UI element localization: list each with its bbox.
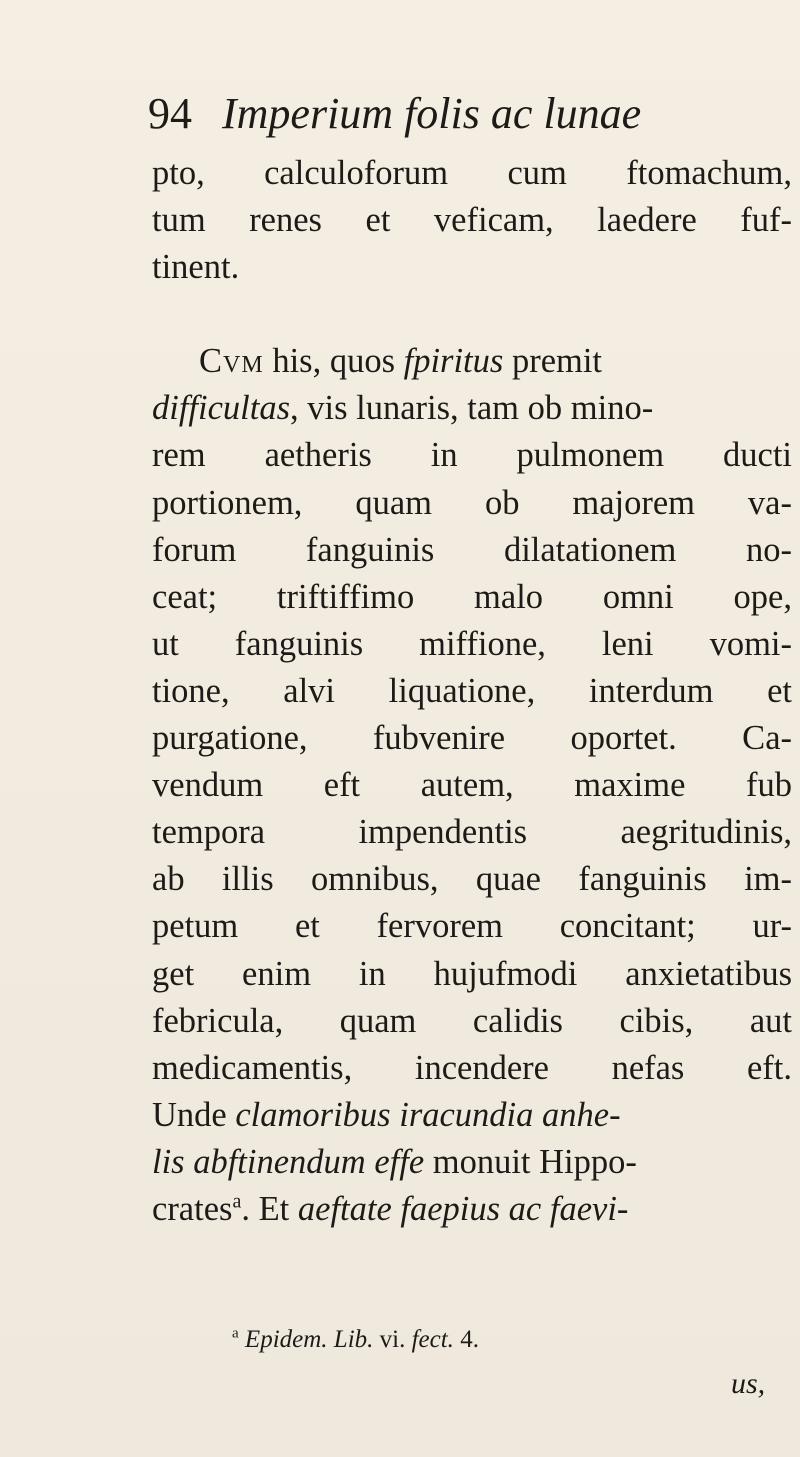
footnote-marker: a (232, 1190, 242, 1213)
text-run: tum renes et veficam, laedere fuf- (152, 201, 792, 240)
text-run: his, quos (263, 342, 404, 381)
text-line (152, 715, 792, 762)
text-run: ab illis omnibus, quae fanguinis im- (152, 860, 792, 899)
body-text (152, 150, 792, 1233)
text-run: tione, alvi liquatione, interdum et (152, 671, 792, 710)
text-line (152, 385, 792, 432)
text-line (152, 621, 792, 668)
text-run: crates (152, 1189, 233, 1228)
text-line (152, 338, 792, 385)
footnote (232, 1327, 479, 1352)
text-line (152, 998, 792, 1045)
text-line (152, 480, 792, 527)
text-line (152, 668, 792, 715)
footnote-book: vi. (373, 1326, 412, 1353)
text-run: ceat; triftiffimo malo omni ope, (152, 577, 792, 616)
italic-run: difficultas (152, 389, 290, 428)
text-line (152, 1186, 792, 1233)
text-run: monuit Hippo- (424, 1142, 637, 1181)
page-number: 94 (148, 89, 192, 138)
italic-run: aeftate faepius ac faevi- (297, 1189, 629, 1228)
text-run: , vis lunaris, tam ob mino- (290, 389, 654, 428)
footnote-section-number: 4. (453, 1326, 479, 1353)
text-line (152, 856, 792, 903)
running-title: Imperium folis ac lunae (222, 89, 642, 138)
small-caps-word: Cvm (199, 342, 264, 381)
text-line (152, 903, 792, 950)
text-line (152, 762, 792, 809)
text-line (152, 574, 792, 621)
text-line (152, 1045, 792, 1092)
text-run: tempora impendentis aegritudinis, (152, 813, 792, 852)
running-header (148, 89, 642, 138)
text-run: tinent. (152, 248, 240, 287)
italic-run: lis abftinendum effe (152, 1142, 425, 1181)
text-run: ut fanguinis miffione, leni vomi- (152, 624, 792, 663)
text-line (152, 951, 792, 998)
footnote-source: Epidem. Lib. (244, 1326, 374, 1353)
text-line (152, 1092, 792, 1139)
catchword: us, (731, 1367, 766, 1400)
italic-run: clamoribus iracundia anhe- (235, 1095, 621, 1134)
text-run: petum et fervorem concitant; ur- (152, 907, 792, 946)
text-run: get enim in hujufmodi anxietatibus (152, 954, 792, 993)
text-run: premit (503, 342, 603, 381)
text-run: Unde (152, 1095, 236, 1134)
text-run: medicamentis, incendere nefas eft. (152, 1048, 792, 1087)
footnote-marker: a (232, 1325, 239, 1342)
text-run: febricula, quam calidis cibis, aut (152, 1001, 792, 1040)
text-run: forum fanguinis dilatationem no- (152, 530, 792, 569)
italic-run: fpiritus (403, 342, 504, 381)
text-run: pto, calculoforum cum ftomachum, (152, 154, 792, 192)
text-line (152, 244, 792, 291)
text-run: . Et (241, 1189, 298, 1228)
text-line (152, 197, 792, 244)
text-run: purgatione, fubvenire oportet. Ca- (152, 719, 792, 758)
text-line (152, 432, 792, 479)
text-line (152, 527, 792, 574)
text-line (152, 150, 792, 197)
text-run: rem aetheris in pulmonem ducti (152, 436, 792, 475)
text-line (152, 809, 792, 856)
text-line (152, 1139, 792, 1186)
text-run: vendum eft autem, maxime fub (152, 766, 792, 805)
text-run: portionem, quam ob majorem va- (152, 483, 792, 522)
footnote-section: fect. (411, 1326, 454, 1353)
